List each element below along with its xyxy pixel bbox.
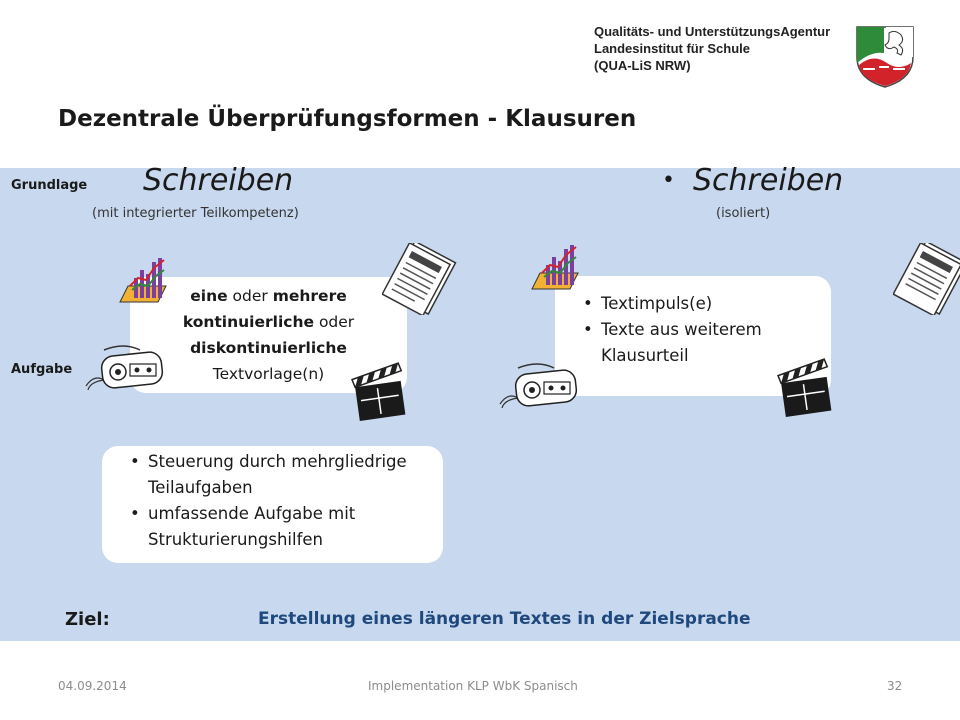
right-subheading: (isoliert) xyxy=(716,206,771,221)
text-part-oder-1: oder xyxy=(227,287,273,305)
list-item: • Steuerung durch mehrgliedrige Teilaufgaben xyxy=(128,449,428,501)
institution-logo-text xyxy=(594,23,830,74)
label-aufgabe: Aufgabe xyxy=(11,362,73,377)
text-part-textvorlagen: Textvorlage(n) xyxy=(212,365,325,383)
left-heading: Schreiben xyxy=(143,163,294,198)
text-part-mehrere: mehrere xyxy=(272,287,347,305)
footer-page-number: 32 xyxy=(887,679,903,693)
goal-label: Ziel: xyxy=(65,609,110,630)
text-part-eine: eine xyxy=(190,287,228,305)
logo-line-3: (QUA-LiS NRW) xyxy=(594,58,691,73)
logo-line-1: Qualitäts- und UnterstützungsAgentur xyxy=(594,24,831,39)
text-part-oder-2: oder xyxy=(314,313,355,331)
list-item: • Texte aus weiterem Klausurteil xyxy=(581,317,811,369)
text-part-diskontinuierliche: diskontinuierliche xyxy=(190,339,347,357)
newspaper-icon xyxy=(382,243,462,315)
page-title: Dezentrale Überprüfungsformen - Klausuren xyxy=(58,106,637,132)
bar-chart-icon xyxy=(118,256,168,304)
footer-course: Implementation KLP WbK Spanisch xyxy=(368,679,578,693)
film-clapper-icon xyxy=(350,362,408,422)
bar-chart-icon xyxy=(530,243,580,291)
film-clapper-icon xyxy=(776,358,834,418)
radio-cassette-icon xyxy=(84,344,166,392)
list-item: • umfassende Aufgabe mit Strukturierungshilfen xyxy=(128,501,428,553)
list-item: • Textimpuls(e) xyxy=(581,291,811,317)
right-heading-bullet: • xyxy=(662,168,675,193)
nrw-crest-icon xyxy=(853,23,917,89)
left-subheading: (mit integrierter Teilkompetenz) xyxy=(92,206,299,221)
goal-text: Erstellung eines längeren Textes in der Zielsprache xyxy=(258,609,751,629)
task-structure-card xyxy=(102,446,443,563)
radio-cassette-icon xyxy=(498,362,580,410)
task-structure-list xyxy=(128,449,428,553)
logo-line-2: Landesinstitut für Schule xyxy=(594,41,751,56)
right-heading: Schreiben xyxy=(693,163,844,198)
label-grundlage: Grundlage xyxy=(11,178,88,193)
newspaper-icon xyxy=(893,243,960,315)
text-part-kontinuierliche: kontinuierliche xyxy=(182,313,315,331)
footer-date: 04.09.2014 xyxy=(58,679,127,693)
text-source-description xyxy=(183,283,354,387)
